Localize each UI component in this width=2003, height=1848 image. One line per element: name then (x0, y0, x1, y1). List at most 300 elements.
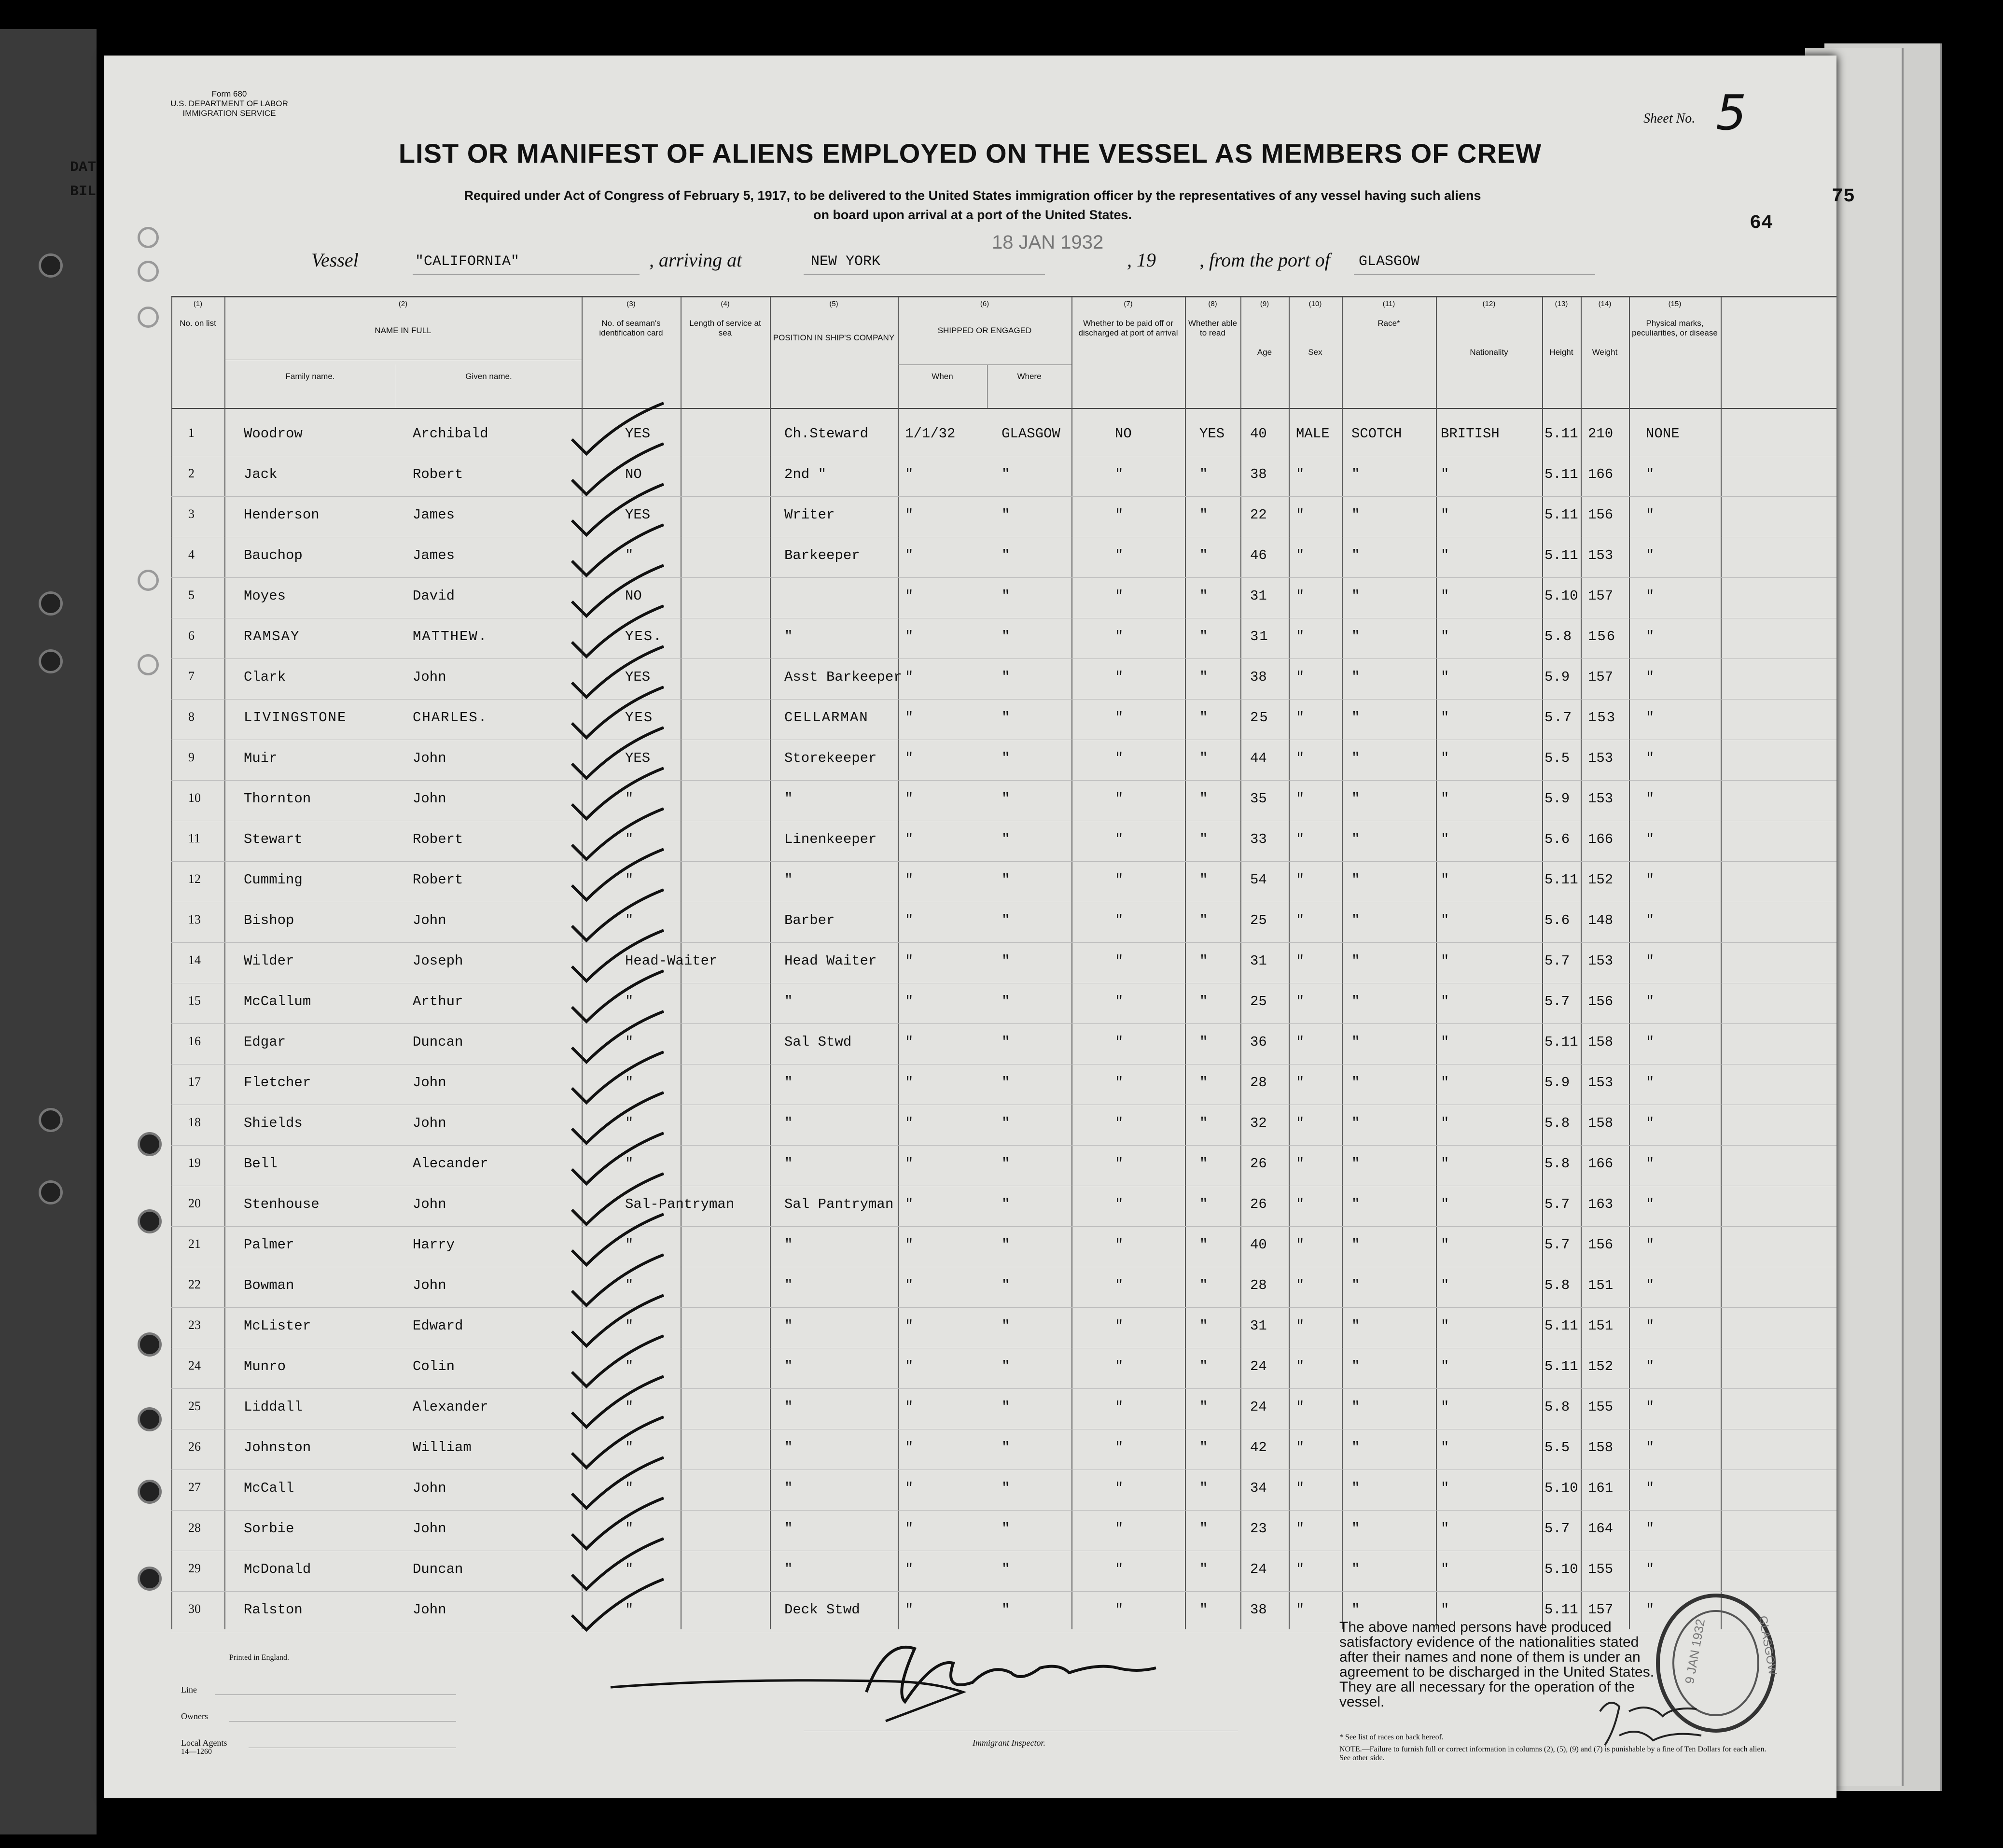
race-note: * See list of races on back hereof. (1339, 1733, 1444, 1741)
able-to-read: " (1199, 629, 1208, 644)
weight: 155 (1588, 1399, 1614, 1415)
binder-hole (138, 1132, 162, 1156)
column-header: NAME IN FULL (375, 326, 431, 335)
form-number: Form 680 (211, 89, 247, 98)
age: 35 (1250, 791, 1267, 807)
physical-marks: " (1646, 1480, 1655, 1496)
physical-marks: " (1646, 1075, 1655, 1091)
weight: 153 (1588, 750, 1614, 766)
row-number: 2 (188, 466, 195, 480)
nationality: " (1441, 1237, 1449, 1253)
row-rule (171, 1307, 1836, 1308)
family-name: Fletcher (244, 1075, 311, 1091)
age: 40 (1250, 1237, 1267, 1253)
row-number: 5 (188, 588, 195, 602)
column-header: Nationality (1470, 348, 1508, 357)
race: " (1351, 912, 1360, 928)
family-name: Liddall (244, 1399, 303, 1415)
given-name: CHARLES. (413, 710, 488, 726)
weight: 156 (1588, 1237, 1614, 1253)
race: " (1351, 750, 1360, 766)
page-subtitle (297, 186, 1648, 224)
shipped-where: " (1002, 1440, 1010, 1456)
nationality: " (1441, 1561, 1449, 1577)
row-number: 16 (188, 1034, 201, 1048)
weight: 151 (1588, 1318, 1614, 1334)
paid-off: " (1115, 953, 1124, 969)
nationality: " (1441, 953, 1449, 969)
paid-off: " (1115, 1237, 1124, 1253)
table-top-border (171, 296, 1836, 297)
nationality: " (1441, 1196, 1449, 1212)
sex: " (1296, 750, 1305, 766)
weight: 166 (1588, 466, 1614, 482)
row-number: 21 (188, 1237, 201, 1251)
height: 5.8 (1544, 1277, 1570, 1293)
shipped-when: " (905, 1561, 914, 1577)
id-card: " (625, 1602, 634, 1618)
seal-location: GLASGOW (1756, 1615, 1780, 1676)
weight: 156 (1588, 629, 1616, 644)
family-name: Wilder (244, 953, 294, 969)
nationality: " (1441, 750, 1449, 766)
nationality: " (1441, 1440, 1449, 1456)
id-card: " (625, 547, 634, 563)
height: 5.10 (1544, 1480, 1578, 1496)
race: " (1351, 466, 1360, 482)
race: " (1351, 669, 1360, 685)
nationality: " (1441, 466, 1449, 482)
nationality: " (1441, 507, 1449, 523)
able-to-read: " (1199, 953, 1208, 969)
weight: 156 (1588, 994, 1614, 1009)
age: 24 (1250, 1561, 1267, 1577)
paid-off: " (1115, 1196, 1124, 1212)
row-number: 28 (188, 1521, 201, 1535)
given-name: John (413, 750, 446, 766)
footer-line (215, 1694, 456, 1695)
race: " (1351, 872, 1360, 888)
paid-off: " (1115, 669, 1124, 685)
age: 31 (1250, 953, 1267, 969)
height: 5.8 (1544, 629, 1573, 644)
id-card: " (625, 831, 634, 847)
nationality: " (1441, 547, 1449, 563)
age: 24 (1250, 1399, 1267, 1415)
position: Sal Stwd (784, 1034, 852, 1050)
paid-off: " (1115, 750, 1124, 766)
shipped-when: " (905, 710, 914, 726)
given-name: John (413, 1277, 446, 1293)
shipped-where: " (1002, 1277, 1010, 1293)
nationality: " (1441, 791, 1449, 807)
age: 38 (1250, 669, 1267, 685)
shipped-where: " (1002, 872, 1010, 888)
shipped-when: " (905, 507, 914, 523)
given-name: John (413, 791, 446, 807)
able-to-read: " (1199, 1521, 1208, 1537)
nationality: " (1441, 710, 1449, 726)
able-to-read: " (1199, 466, 1208, 482)
row-number: 25 (188, 1399, 201, 1413)
form-identifier (133, 89, 326, 118)
binder-hole (138, 227, 159, 248)
weight: 153 (1588, 1075, 1614, 1091)
row-number: 14 (188, 953, 201, 967)
given-name: John (413, 1196, 446, 1212)
paid-off: " (1115, 1480, 1124, 1496)
age: 25 (1250, 912, 1267, 928)
id-card: " (625, 912, 634, 928)
id-card: " (625, 1075, 634, 1091)
height: 5.11 (1544, 1358, 1578, 1374)
paid-off: " (1115, 1440, 1124, 1456)
penalty-note: NOTE.—Failure to furnish full or correct information in columns (2), (5), (9) and (7) is punishable by a fine of Ten Dollars for each alien. See other side. (1339, 1745, 1767, 1762)
family-name: Stewart (244, 831, 303, 847)
vessel-label: Vessel (311, 249, 359, 271)
agents-code: 14—1260 (181, 1748, 212, 1756)
shipped-where: " (1002, 1318, 1010, 1334)
shipped-when: " (905, 953, 914, 969)
id-card: YES (625, 507, 651, 523)
able-to-read: " (1199, 1561, 1208, 1577)
header-bottom-border (171, 408, 1836, 409)
able-to-read: " (1199, 1358, 1208, 1374)
row-number: 9 (188, 750, 195, 764)
column-subheader: Where (1017, 372, 1042, 381)
id-card: YES (625, 750, 651, 766)
shipped-where: " (1002, 588, 1010, 604)
column-rule (171, 297, 172, 1629)
physical-marks: " (1646, 1237, 1655, 1253)
age: 23 (1250, 1521, 1267, 1537)
shipped-where: " (1002, 710, 1010, 726)
seal-date: 9 JAN 1932 (1682, 1618, 1708, 1685)
officer-initials (1590, 1687, 1716, 1760)
sex: " (1296, 953, 1305, 969)
sex: " (1296, 1156, 1305, 1172)
family-name: Bowman (244, 1277, 294, 1293)
sex: " (1296, 1480, 1305, 1496)
paid-off: " (1115, 1399, 1124, 1415)
family-name: McLister (244, 1318, 311, 1334)
nationality: " (1441, 1399, 1449, 1415)
physical-marks: " (1646, 669, 1655, 685)
column-subheader: Family name. (285, 372, 335, 381)
able-to-read: " (1199, 1480, 1208, 1496)
age: 46 (1250, 547, 1267, 563)
column-number: (4) (721, 300, 730, 308)
sex: " (1296, 1521, 1305, 1537)
physical-marks: " (1646, 1440, 1655, 1456)
shipped-when: " (905, 1440, 914, 1456)
family-name: RAMSAY (244, 629, 300, 644)
given-name: Alecander (413, 1156, 488, 1172)
side-number: 75 (1832, 186, 1855, 208)
given-name: John (413, 1521, 446, 1537)
sex: " (1296, 1602, 1305, 1618)
able-to-read: " (1199, 1237, 1208, 1253)
inspector-signature (596, 1620, 1224, 1726)
id-card: " (625, 1440, 634, 1456)
id-card: " (625, 1156, 634, 1172)
row-rule (171, 780, 1836, 781)
position: " (784, 1156, 793, 1172)
column-number: (7) (1124, 300, 1133, 308)
sex: " (1296, 994, 1305, 1009)
column-rule (224, 297, 225, 1629)
weight: 152 (1588, 1358, 1614, 1374)
binder-hole (138, 1209, 162, 1233)
from-label: , from the port of (1199, 249, 1330, 271)
column-number: (11) (1382, 300, 1395, 308)
nationality: " (1441, 1034, 1449, 1050)
column-number: (14) (1598, 300, 1612, 308)
id-card: " (625, 1561, 634, 1577)
sex: " (1296, 791, 1305, 807)
binder-hole (138, 1407, 162, 1431)
position: " (784, 1115, 793, 1131)
race: " (1351, 1480, 1360, 1496)
sex: " (1296, 1075, 1305, 1091)
position: Sal Pantryman (784, 1196, 894, 1212)
given-name: John (413, 912, 446, 928)
physical-marks: NONE (1646, 426, 1680, 442)
weight: 166 (1588, 831, 1614, 847)
age: 24 (1250, 1358, 1267, 1374)
able-to-read: " (1199, 507, 1208, 523)
row-number: 15 (188, 994, 201, 1008)
physical-marks: " (1646, 953, 1655, 969)
given-name: MATTHEW. (413, 629, 488, 644)
row-number: 23 (188, 1318, 201, 1332)
shipped-when: " (905, 1318, 914, 1334)
able-to-read: " (1199, 1034, 1208, 1050)
shipped-where: " (1002, 1237, 1010, 1253)
column-header: Age (1257, 348, 1272, 357)
id-card: " (625, 791, 634, 807)
height: 5.11 (1544, 1034, 1578, 1050)
page-title: LIST OR MANIFEST OF ALIENS EMPLOYED ON THE VESSEL AS MEMBERS OF CREW (398, 138, 1542, 168)
id-card: Sal-Pantryman (625, 1196, 735, 1212)
shipped-where: " (1002, 750, 1010, 766)
column-number: (1) (193, 300, 203, 308)
position: Barber (784, 912, 835, 928)
id-card: YES (625, 426, 651, 442)
paid-off: " (1115, 1075, 1124, 1091)
physical-marks: " (1646, 831, 1655, 847)
weight: 152 (1588, 872, 1614, 888)
sex: " (1296, 507, 1305, 523)
position: Ch.Steward (784, 426, 869, 442)
binder-hole (39, 1108, 63, 1132)
paid-off: " (1115, 588, 1124, 604)
paid-off: " (1115, 1318, 1124, 1334)
given-name: James (413, 547, 455, 563)
weight: 166 (1588, 1156, 1614, 1172)
year-label: , 19 (1127, 249, 1156, 271)
paid-off: " (1115, 1358, 1124, 1374)
weight: 158 (1588, 1034, 1614, 1050)
row-number: 13 (188, 912, 201, 926)
shipped-where: " (1002, 1358, 1010, 1374)
physical-marks: " (1646, 872, 1655, 888)
given-name: Archibald (413, 426, 488, 442)
sex: " (1296, 669, 1305, 685)
weight: 210 (1588, 426, 1614, 442)
id-card: NO (625, 466, 642, 482)
family-name: Thornton (244, 791, 311, 807)
id-card: NO (625, 588, 642, 604)
paid-off: " (1115, 1277, 1124, 1293)
family-name: Clark (244, 669, 286, 685)
given-name: David (413, 588, 455, 604)
binder-hole (138, 1480, 162, 1504)
shipped-when: " (905, 547, 914, 563)
race: " (1351, 710, 1360, 726)
position: " (784, 1358, 793, 1374)
race: " (1351, 1602, 1360, 1618)
physical-marks: " (1646, 1115, 1655, 1131)
shipped-when: " (905, 669, 914, 685)
paid-off: " (1115, 872, 1124, 888)
shipped-where: " (1002, 1156, 1010, 1172)
shipped-when: " (905, 872, 914, 888)
binder-hole (39, 1180, 63, 1204)
agents-label: Local Agents (181, 1738, 227, 1748)
physical-marks: " (1646, 629, 1655, 644)
shipped-where: " (1002, 912, 1010, 928)
sex: " (1296, 466, 1305, 482)
paid-off: " (1115, 791, 1124, 807)
shipped-when: " (905, 1196, 914, 1212)
shipped-when: " (905, 1075, 914, 1091)
id-card: YES. (625, 629, 663, 644)
able-to-read: " (1199, 791, 1208, 807)
column-header: Height (1549, 348, 1573, 357)
nationality: " (1441, 588, 1449, 604)
shipped-where: " (1002, 1480, 1010, 1496)
height: 5.11 (1544, 1318, 1578, 1334)
physical-marks: " (1646, 1277, 1655, 1293)
height: 5.5 (1544, 1440, 1570, 1456)
paid-off: " (1115, 912, 1124, 928)
race: " (1351, 1237, 1360, 1253)
shipped-when: " (905, 1115, 914, 1131)
position: " (784, 872, 793, 888)
paid-off: " (1115, 629, 1124, 644)
weight: 153 (1588, 953, 1614, 969)
race: " (1351, 1521, 1360, 1537)
height: 5.6 (1544, 831, 1570, 847)
row-rule (171, 699, 1836, 700)
column-header: POSITION IN SHIP'S COMPANY (773, 333, 895, 342)
position: Writer (784, 507, 835, 523)
given-name: Duncan (413, 1561, 463, 1577)
inspector-label: Immigrant Inspector. (973, 1738, 1045, 1748)
position: " (784, 791, 793, 807)
height: 5.8 (1544, 1399, 1570, 1415)
race: " (1351, 1156, 1360, 1172)
sex: " (1296, 1115, 1305, 1131)
race: " (1351, 588, 1360, 604)
id-card: " (625, 1399, 634, 1415)
race: " (1351, 953, 1360, 969)
physical-marks: " (1646, 912, 1655, 928)
age: 42 (1250, 1440, 1267, 1456)
paid-off: " (1115, 1156, 1124, 1172)
position: " (784, 1521, 793, 1537)
family-name: Woodrow (244, 426, 303, 442)
age: 33 (1250, 831, 1267, 847)
shipped-where: " (1002, 1399, 1010, 1415)
shipped-where: GLASGOW (1002, 426, 1060, 442)
row-rule (171, 1510, 1836, 1511)
race: " (1351, 1399, 1360, 1415)
subtitle-line-1: Required under Act of Congress of February 5, 1917, to be delivered to the United States immigration officer by the representatives of any vessel having such aliens (464, 188, 1481, 203)
height: 5.11 (1544, 1602, 1578, 1618)
age: 38 (1250, 1602, 1267, 1618)
family-name: Muir (244, 750, 278, 766)
vessel-underline (804, 274, 1045, 275)
family-name: Henderson (244, 507, 320, 523)
given-name: Alexander (413, 1399, 488, 1415)
able-to-read: " (1199, 1399, 1208, 1415)
physical-marks: " (1646, 994, 1655, 1009)
arrival-port: NEW YORK (811, 253, 881, 270)
shipped-when: " (905, 1237, 914, 1253)
family-name: Bauchop (244, 547, 303, 563)
physical-marks: " (1646, 1034, 1655, 1050)
shipped-where: " (1002, 629, 1010, 644)
row-number: 22 (188, 1277, 201, 1291)
row-number: 11 (188, 831, 201, 845)
row-number: 12 (188, 872, 201, 886)
id-card: " (625, 1480, 634, 1496)
shipped-when: " (905, 1480, 914, 1496)
height: 5.7 (1544, 1196, 1570, 1212)
height: 5.11 (1544, 466, 1578, 482)
shipped-when: " (905, 750, 914, 766)
sex: " (1296, 588, 1305, 604)
sex: " (1296, 831, 1305, 847)
margin-text: BIL (70, 183, 97, 200)
paid-off: " (1115, 710, 1124, 726)
physical-marks: " (1646, 791, 1655, 807)
physical-marks: " (1646, 466, 1655, 482)
shipped-when: " (905, 1034, 914, 1050)
shipped-where: " (1002, 1034, 1010, 1050)
shipped-where: " (1002, 831, 1010, 847)
column-subheader: Given name. (465, 372, 512, 381)
footer-line (229, 1721, 456, 1722)
physical-marks: " (1646, 750, 1655, 766)
shipped-where: " (1002, 1561, 1010, 1577)
physical-marks: " (1646, 1318, 1655, 1334)
position: Storekeeper (784, 750, 877, 766)
able-to-read: " (1199, 1440, 1208, 1456)
weight: 156 (1588, 507, 1614, 523)
nationality: " (1441, 1115, 1449, 1131)
shipped-when: " (905, 994, 914, 1009)
shipped-where: " (1002, 669, 1010, 685)
row-number: 4 (188, 547, 195, 561)
weight: 155 (1588, 1561, 1614, 1577)
shipped-where: " (1002, 1115, 1010, 1131)
age: 28 (1250, 1075, 1267, 1091)
id-card: " (625, 1318, 634, 1334)
shipped-where: " (1002, 1075, 1010, 1091)
